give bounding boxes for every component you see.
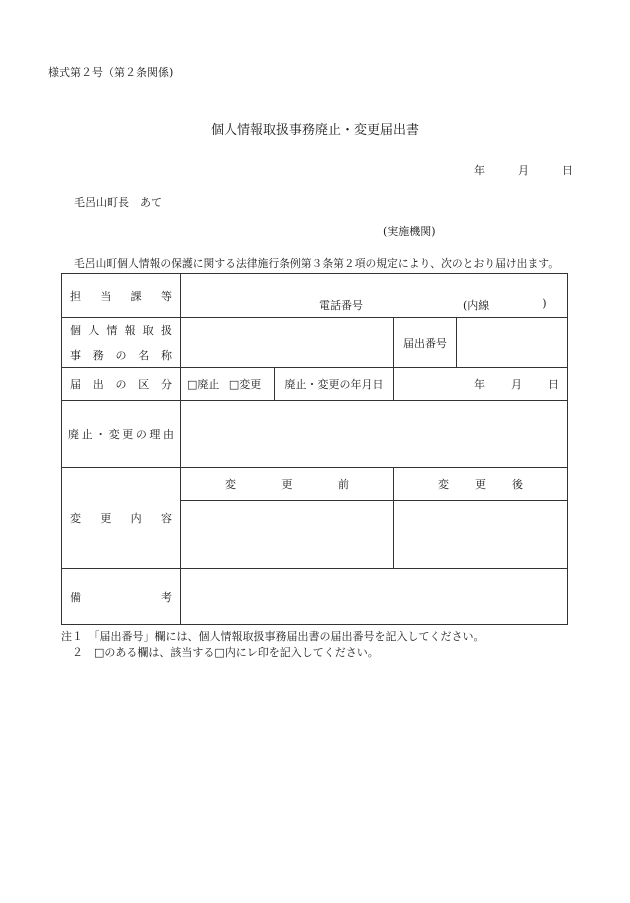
reason-label-cell: [62, 401, 181, 468]
date-value-cell[interactable]: [394, 368, 568, 401]
henko-naiyo-label: 変 更 内 容: [70, 512, 172, 525]
date-month-label: 月: [518, 164, 529, 177]
tanto-label: 担 当 課 等: [70, 289, 172, 303]
jimu-name-label-line1: 個 人 情 報 取 扱: [70, 324, 172, 337]
note-1: 注１ 「届出番号」欄には、個人情報取扱事務届出書の届出番号を記入してください。: [61, 630, 485, 643]
tanto-value-cell[interactable]: [181, 274, 568, 318]
haishi-checkbox[interactable]: □廃止: [187, 378, 220, 391]
notes: [61, 629, 485, 661]
henko-checkbox[interactable]: □変更: [228, 378, 262, 391]
kubun-date-day: 日: [548, 378, 560, 391]
jimu-name-label-line2: 事 務 の 名 称: [70, 349, 172, 362]
biko-label: 備 考: [70, 590, 172, 604]
jimu-name-value-cell[interactable]: [181, 318, 394, 368]
after-value-cell[interactable]: [394, 501, 568, 569]
note-2: ２ □のある欄は、該当する□内にレ印を記入してください。: [61, 646, 379, 659]
kubun-label-cell: [62, 368, 181, 401]
form-number: 様式第２号（第２条関係): [48, 66, 174, 79]
row-henko-header: [62, 468, 568, 501]
biko-label-cell: [62, 569, 181, 625]
document-title: 個人情報取扱事務廃止・変更届出書: [210, 123, 419, 138]
before-header: 変 更 前: [225, 478, 349, 491]
phone-label: 電話番号: [319, 299, 363, 312]
reason-label: 廃 止 ・ 変 更 の 理 由: [68, 428, 174, 441]
before-value-cell[interactable]: [181, 501, 394, 569]
date-line: [474, 162, 573, 178]
kubun-date-month: 月: [511, 378, 523, 391]
reason-value-cell[interactable]: [181, 401, 568, 468]
extension-open: (内線: [463, 299, 490, 312]
date-day-label: 日: [562, 164, 573, 177]
row-jimu-name: [62, 318, 568, 368]
extension-close: ): [542, 297, 547, 310]
jimu-name-label-cell: [62, 318, 181, 368]
row-reason: [62, 401, 568, 468]
tanto-label-cell: [62, 274, 181, 318]
addressee: 毛呂山町長 あて: [74, 196, 162, 209]
row-kubun: [62, 368, 568, 401]
after-header-cell: [394, 468, 568, 501]
date-label-cell: 廃止・変更の年月日: [275, 368, 394, 401]
biko-value-cell[interactable]: [181, 569, 568, 625]
before-header-cell: [181, 468, 394, 501]
row-biko: [62, 569, 568, 625]
kubun-date-year: 年: [474, 378, 486, 391]
notification-form-table: [61, 273, 568, 625]
row-tanto: [62, 274, 568, 318]
intro-text: 毛呂山町個人情報の保護に関する法律施行条例第３条第２項の規定により、次のとおり届け出ます。: [74, 257, 559, 270]
after-header: 変 更 後: [438, 478, 524, 491]
date-year-label: 年: [474, 164, 485, 177]
kubun-label: 届 出 の 区 分: [70, 378, 172, 391]
kubun-options-cell: [181, 368, 275, 401]
todokede-no-value-cell[interactable]: [457, 318, 568, 368]
agency-label: (実施機関): [383, 225, 436, 238]
henko-naiyo-label-cell: [62, 468, 181, 569]
todokede-no-label-cell: 届出番号: [394, 318, 457, 368]
